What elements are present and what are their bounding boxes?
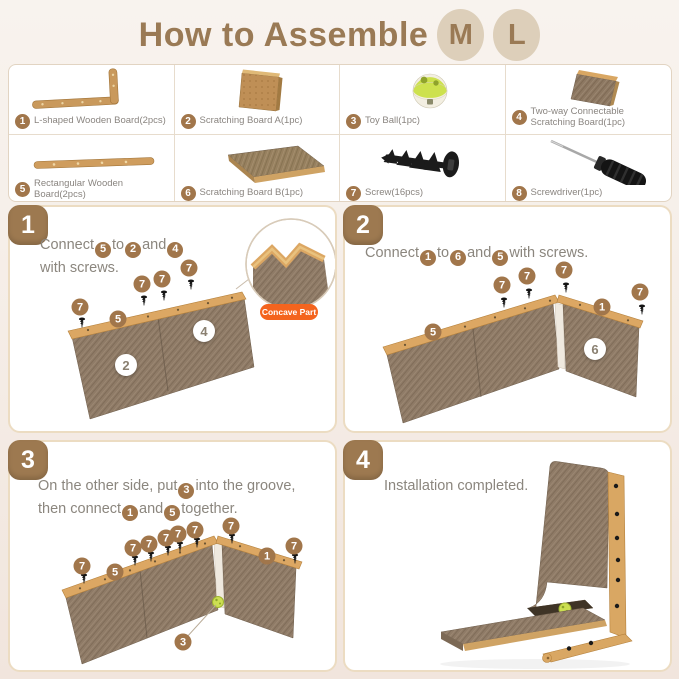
part-label: Two-way Connectable Scratching Board(1pc) <box>530 106 626 128</box>
part-number: 4 <box>512 110 527 125</box>
part-cell-2 <box>175 65 341 135</box>
part-cell-3 <box>340 65 506 135</box>
diagram-badge-panel: 2 <box>115 354 137 376</box>
step-instruction: Installation completed. <box>384 478 529 494</box>
diagram-badge-screw: 7 <box>141 536 158 553</box>
ref-badge: 4 <box>167 242 183 258</box>
diagram-badge-screw: 7 <box>632 284 649 301</box>
diagram-badge-screw: 7 <box>223 518 240 535</box>
part-cell-5 <box>9 135 175 202</box>
part-label: Toy Ball(1pc) <box>365 114 420 126</box>
part-label: Scratching Board A(1pc) <box>199 114 303 126</box>
diagram-badge-panel: 6 <box>584 338 606 360</box>
step-number-badge: 2 <box>343 205 383 245</box>
step-instruction: On the other side, put 3 into the groove, then connect 1 and 5 together. <box>38 476 295 521</box>
two-way-board-icon <box>513 67 663 107</box>
part-cell-7 <box>340 135 506 202</box>
part-label: Scratching Board B(1pc) <box>199 186 303 198</box>
step-number-badge: 4 <box>343 440 383 480</box>
diagram-badge-panel: 4 <box>193 320 215 342</box>
step-instruction: Connect 1 to 6 and 5 with screws. <box>365 243 588 266</box>
part-cell-4 <box>506 65 672 135</box>
part-label: Screwdriver(1pc) <box>530 186 603 198</box>
step4-diagram <box>345 442 670 670</box>
ref-badge: 6 <box>450 250 466 266</box>
diagram-badge-screw: 7 <box>494 277 511 294</box>
diagram-badge-screw: 7 <box>125 540 142 557</box>
diagram-badge-screw: 7 <box>170 526 187 543</box>
diagram-badge-rail: 1 <box>594 299 611 316</box>
diagram-badge-screw: 7 <box>556 262 573 279</box>
part-label: Screw(16pcs) <box>365 186 424 198</box>
diagram-badge-screw: 7 <box>74 558 91 575</box>
ref-badge: 5 <box>492 250 508 266</box>
part-cell-1 <box>9 65 175 135</box>
part-label: Rectangular Wooden Board(2pcs) <box>34 177 124 200</box>
ref-badge: 5 <box>164 505 180 521</box>
screwdriver-icon <box>513 137 663 185</box>
part-number: 3 <box>346 114 361 129</box>
diagram-badge-screw: 7 <box>519 268 536 285</box>
step-number-badge: 1 <box>8 205 48 245</box>
ref-badge: 1 <box>122 505 138 521</box>
ref-badge: 5 <box>95 242 111 258</box>
concave-part-callout: Concave Part <box>260 304 318 320</box>
rectangular-board-icon <box>16 137 166 179</box>
diagram-badge-rail: 5 <box>425 324 442 341</box>
diagram-badge-screw: 7 <box>286 538 303 555</box>
size-badge-m: M <box>437 9 484 61</box>
page-title: How to Assemble <box>138 15 429 54</box>
scratching-board-b-icon <box>182 138 332 184</box>
page-header <box>0 9 679 61</box>
ref-badge: 1 <box>420 250 436 266</box>
diagram-badge-screw: 7 <box>187 522 204 539</box>
part-cell-8 <box>506 135 672 202</box>
diagram-badge-rail: 5 <box>107 564 124 581</box>
screw-icon <box>347 138 497 184</box>
part-number: 2 <box>181 114 196 129</box>
diagram-badge-screw: 7 <box>134 276 151 293</box>
toy-ball-icon <box>347 67 497 113</box>
parts-list <box>8 64 672 202</box>
diagram-badge-rail: 5 <box>110 311 127 328</box>
step-number-badge: 3 <box>8 440 48 480</box>
diagram-badge-rail: 1 <box>259 548 276 565</box>
step-panel-2 <box>343 205 672 433</box>
size-badge-l: L <box>493 9 540 61</box>
diagram-badge-screw: 7 <box>72 299 89 316</box>
part-cell-6 <box>175 135 341 202</box>
l-bracket-icon <box>16 67 166 113</box>
ref-badge: 3 <box>178 483 194 499</box>
step-panel-1 <box>8 205 337 433</box>
part-number: 8 <box>512 186 527 201</box>
diagram-badge-ball: 3 <box>175 634 192 651</box>
step3-diagram <box>10 442 335 670</box>
part-label: L-shaped Wooden Board(2pcs) <box>34 114 166 126</box>
part-number: 1 <box>15 114 30 129</box>
step-instruction: Connect 5 to 2 and 4 with screws. <box>40 235 184 279</box>
step-panel-3 <box>8 440 337 672</box>
scratching-board-a-icon <box>182 67 332 113</box>
diagram-badge-screw: 7 <box>181 260 198 277</box>
diagram-badge-screw: 7 <box>154 271 171 288</box>
diagram-badge-screw: 7 <box>158 530 175 547</box>
step2-diagram <box>345 207 670 431</box>
part-number: 6 <box>181 186 196 201</box>
part-number: 7 <box>346 186 361 201</box>
part-number: 5 <box>15 182 30 197</box>
ref-badge: 2 <box>125 242 141 258</box>
step-panel-4 <box>343 440 672 672</box>
